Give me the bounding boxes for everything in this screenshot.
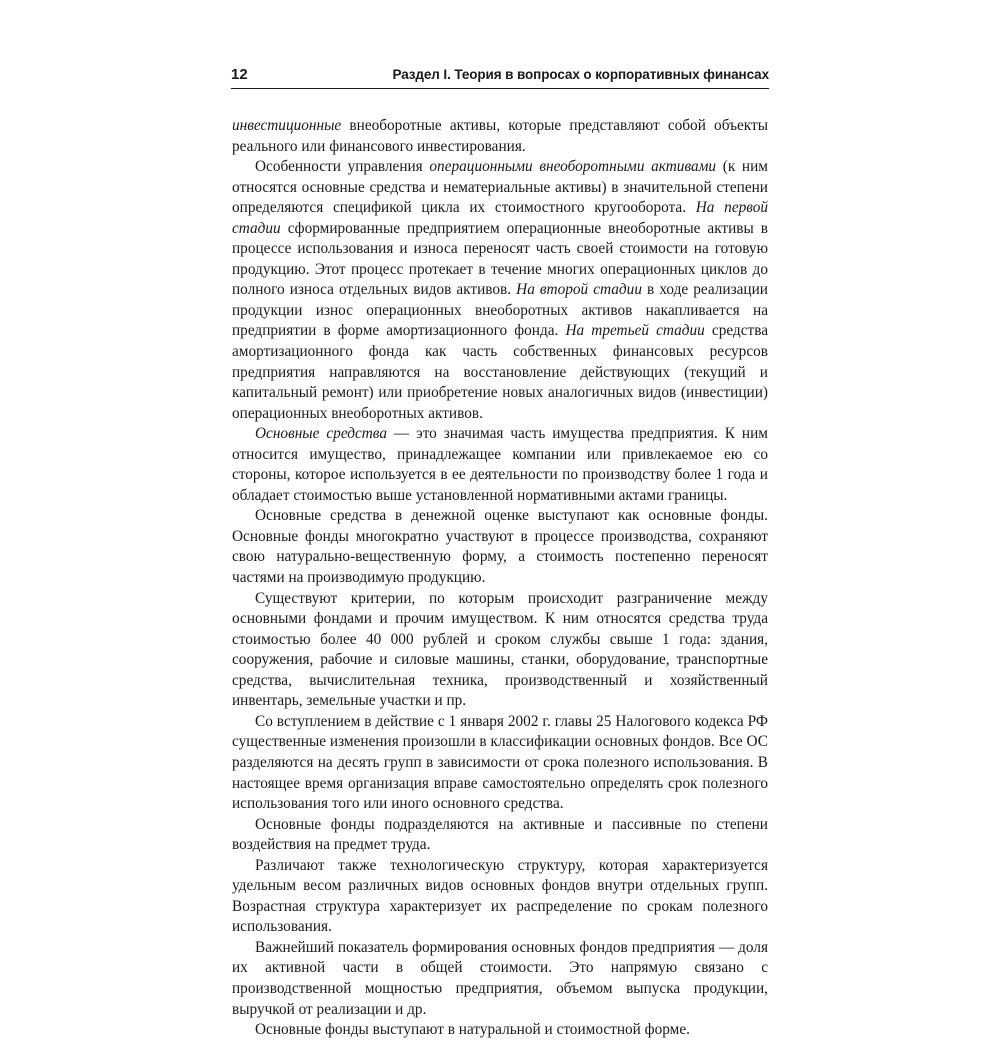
running-header xyxy=(231,66,769,84)
paragraph-text: Основные фонды выступают в натуральной и стоимостной форме. xyxy=(255,1021,690,1039)
paragraph-text: средства амортизационного фонда как часть собственных финансовых ресурсов предприятия направляются на восстановление действующих (текущий и капитальный ремонт) или приобретение новых аналогичных видов (инвестиции) операционных внеоборотных активов. xyxy=(232,322,769,422)
emphasis-text: На первой стадии xyxy=(232,199,768,237)
paragraph-text: Основные средства в денежной оценке выступают как основные фонды. Основные фонды многократно участвуют в процессе производства, сохраняют свою натурально-вещественную форму, а стоимость постепенно переносят частями на производимую продукцию. xyxy=(232,507,768,587)
section-title: Раздел I. Теория в вопросах о корпоративных финансах xyxy=(392,67,769,82)
paragraph-text: Важнейший показатель формирования основных фондов предприятия — доля их активной части в общей стоимости. Это напрямую связано с производственной мощностью предприятия, объемом выпуска продукции, выручкой от реализации и др. xyxy=(232,938,768,1018)
paragraph-text: в ходе реализации продукции износ операционных внеоборотных активов накапливается на предприятии в форме амортизационного фонда. xyxy=(232,281,768,340)
emphasis-text: На второй стадии xyxy=(516,281,642,299)
paragraph-text: Существуют критерии, по которым происходит разграничение между основными фондами и прочим имуществом. К ним относятся средства труда стоимостью более 40 000 рублей и сроком службы свыше 1 года: здания, сооружения, рабочие и силовые машины, станки, оборудование, транспортные средства, вычислительная техника, производственный и хозяйственный инвентарь, земельные участки и пр. xyxy=(232,589,768,710)
paragraph xyxy=(232,424,768,506)
paragraph-text: Различают также технологическую структуру, которая характеризуется удельным весом различных видов основных фондов внутри отдельных групп. Возрастная структура характеризует их распределение по срокам полезного использования. xyxy=(232,856,768,936)
paragraph-text: Основные фонды подразделяются на активные и пассивные по степени воздействия на предмет труда. xyxy=(232,815,768,854)
paragraph xyxy=(232,938,768,1020)
paragraph xyxy=(232,589,768,712)
paragraph-text: Со вступлением в действие с 1 января 2002 г. главы 25 Налогового кодекса РФ существенные изменения произошли в классификации основных фондов. Все ОС разделяются на десять групп в зависимости от срока полезного использования. В настоящее время организация вправе самостоятельно определять срок полезного использования того или иного основного средства. xyxy=(232,712,768,813)
paragraph-text: сформированные предприятием операционные внеоборотные активы в процессе использования и износа переносят часть своей стоимости на готовую продукцию. Этот процесс протекает в течение многих операционных циклов до полного износа отдельных видов активов. xyxy=(232,219,768,299)
emphasis-text: инвестиционные xyxy=(232,117,342,134)
page-number: 12 xyxy=(231,66,248,83)
paragraph xyxy=(232,116,768,157)
paragraph-text: (к ним относятся основные средства и нематериальные активы) в значительной степени определяются спецификой цикла их стоимостного кругооборота. xyxy=(232,158,768,217)
paragraph xyxy=(232,1020,768,1041)
emphasis-text: операционными внеоборотными активами xyxy=(429,158,717,176)
paragraph xyxy=(232,506,768,588)
header-rule xyxy=(231,88,769,89)
paragraph xyxy=(232,157,768,424)
paragraph xyxy=(232,815,768,856)
paragraph xyxy=(232,856,768,938)
paragraph-text: внеоборотные активы, которые представляют собой объекты реального или финансового инвестирования. xyxy=(232,117,768,155)
paragraph-text: Особенности управления xyxy=(255,158,430,176)
emphasis-text: На третьей стадии xyxy=(565,322,705,340)
body-text xyxy=(232,116,768,1041)
emphasis-text: Основные средства xyxy=(255,425,387,443)
paragraph xyxy=(232,712,768,815)
paragraph-text: — это значимая часть имущества предприятия. К ним относится имущество, принадлежащее компании или привлекаемое ею со стороны, которое используется в ее деятельности по производству более 1 года и обладает стоимостью выше установленной нормативными актами границы. xyxy=(232,425,768,504)
